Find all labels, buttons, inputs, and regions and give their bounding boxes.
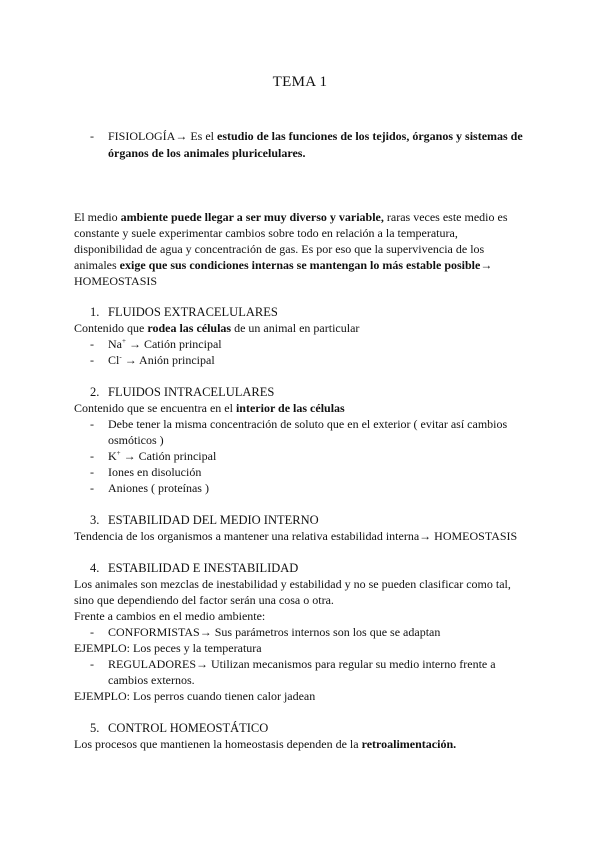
bullet-dash: - (90, 129, 94, 143)
paragraph-line-5: HOMEOSTASIS (74, 274, 158, 288)
list-item-text: CONFORMISTAS→ Sus parámetros internos son los que se adaptan (108, 625, 441, 639)
list-item-text (108, 448, 216, 464)
section-3-description: Tendencia de los organismos a mantener una relativa estabilidad interna→ HOMEOSTASIS (74, 529, 518, 543)
ion-symbol: K (108, 449, 117, 463)
description-text: Contenido que se encuentra en el (74, 401, 236, 415)
section-title: ESTABILIDAD E INESTABILIDAD (108, 561, 299, 575)
intro-bullet (90, 128, 540, 162)
paragraph-text: animales (74, 258, 120, 272)
ion-charge: - (119, 353, 122, 361)
section-5-description (74, 736, 456, 752)
section-4-line-2: sino que dependiendo del factor serán una cosa o otra. (74, 593, 334, 607)
intro-term: FISIOLOGÍA→ Es el (108, 129, 217, 143)
section-number: 1. (90, 305, 100, 319)
section-1-description (74, 320, 359, 336)
section-number: 3. (90, 513, 100, 527)
page-title: TEMA 1 (272, 74, 328, 90)
intro-definition-1: estudio de las funciones de los tejidos, órganos y sistemas de (217, 129, 523, 143)
intro-definition-2: órganos de los animales pluricelulares. (108, 146, 306, 160)
paragraph-line-2: constante y suele experimentar cambios sobre todo en relación a la temperatura, (74, 226, 458, 240)
section-4-line-1: Los animales son mezclas de inestabilidad y estabilidad y no se pueden clasificar como tal, (74, 577, 511, 591)
description-bold: interior de las células (235, 401, 345, 415)
list-item-text: cambios externos. (108, 673, 195, 687)
list-item-text: Debe tener la misma concentración de soluto que en el exterior ( evitar así cambios (108, 417, 508, 431)
description-bold: retroalimentación. (361, 737, 457, 751)
bullet-dash: - (90, 481, 94, 495)
paragraph-line-4 (74, 257, 492, 273)
description-text: Los procesos que mantienen la homeostasis dependen de la (74, 737, 362, 751)
paragraph-line-1 (74, 209, 507, 225)
section-title: FLUIDOS EXTRACELULARES (108, 305, 278, 319)
ion-role: → Anión principal (121, 353, 215, 367)
ion-role: → Catión principal (120, 449, 217, 463)
description-text: de un animal en particular (231, 321, 360, 335)
paragraph-text: El medio (74, 210, 121, 224)
bullet-dash: - (90, 353, 94, 367)
paragraph-bold: ambiente puede llegar a ser muy diverso y variable, (120, 210, 384, 224)
list-item-text (108, 352, 215, 368)
list-item-text: REGULADORES→ Utilizan mecanismos para regular su medio interno frente a (108, 657, 496, 671)
section-title: ESTABILIDAD DEL MEDIO INTERNO (108, 513, 319, 527)
description-text: Contenido que (74, 321, 148, 335)
bullet-dash: - (90, 449, 94, 463)
list-item-text: Aniones ( proteínas ) (108, 481, 209, 495)
bullet-dash: - (90, 657, 94, 671)
list-item-text: Iones en disolución (108, 465, 202, 479)
section-number: 5. (90, 721, 100, 735)
section-2-description (74, 400, 345, 416)
list-item-text (108, 336, 222, 352)
intro-line-2 (108, 145, 305, 161)
bullet-dash: - (90, 465, 94, 479)
bullet-dash: - (90, 625, 94, 639)
ion-symbol: Cl (108, 353, 120, 367)
list-item-text: osmóticos ) (108, 433, 164, 447)
ion-symbol: Na (108, 337, 122, 351)
paragraph-text: raras veces este medio es (383, 210, 508, 224)
ion-charge: + (122, 337, 126, 345)
example-2: EJEMPLO: Los perros cuando tienen calor jadean (74, 689, 316, 703)
intro-line-1 (108, 128, 523, 144)
example-1: EJEMPLO: Los peces y la temperatura (74, 641, 262, 655)
section-4-line-3: Frente a cambios en el medio ambiente: (74, 609, 266, 623)
ion-role: → Catión principal (125, 337, 222, 351)
section-number: 2. (90, 385, 100, 399)
paragraph-line-3: disponibilidad de agua y concentración de gas. Es por eso que la supervivencia de los (74, 242, 485, 256)
bullet-dash: - (90, 417, 94, 431)
paragraph-bold: exige que sus condiciones internas se mantengan lo más estable posible→ (119, 258, 493, 272)
ion-charge: + (116, 449, 121, 457)
section-number: 4. (90, 561, 100, 575)
section-title: CONTROL HOMEOSTÁTICO (108, 721, 269, 735)
description-bold: rodea las células (147, 321, 232, 335)
bullet-dash: - (90, 337, 94, 351)
section-title: FLUIDOS INTRACELULARES (108, 385, 275, 399)
